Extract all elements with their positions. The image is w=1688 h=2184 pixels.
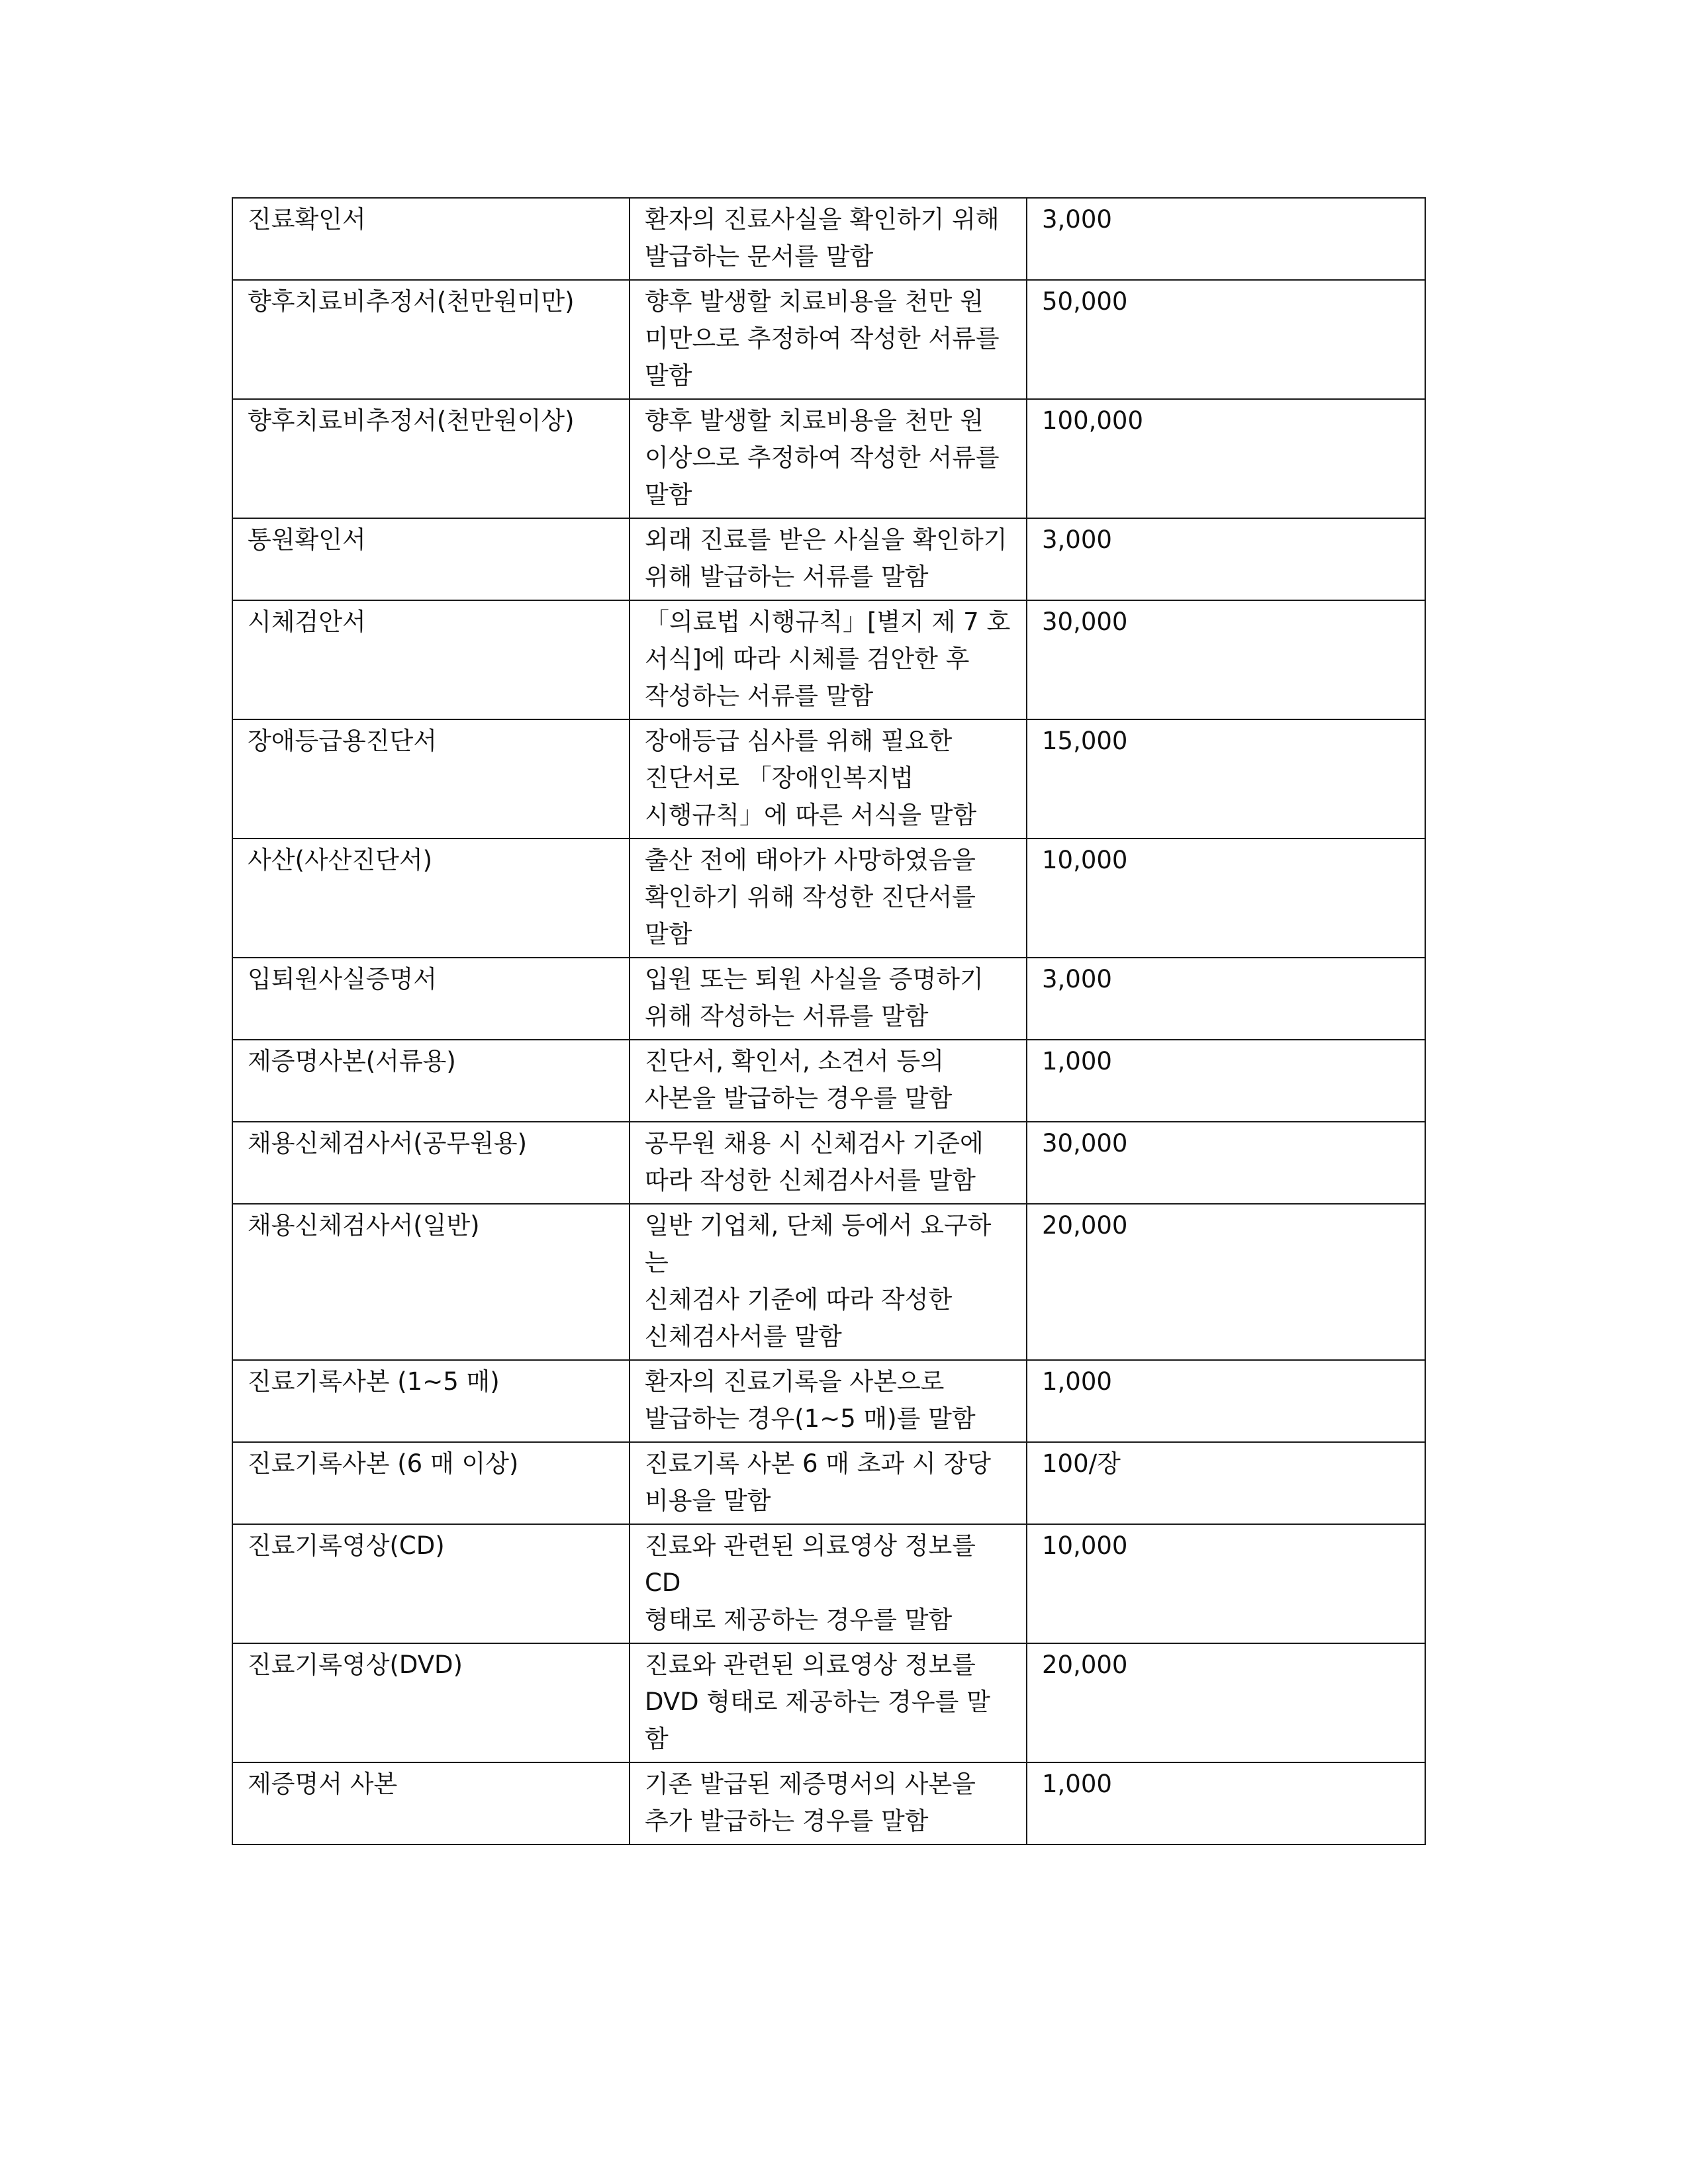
document-name: 사산(사산진단서): [248, 846, 433, 874]
description-cell: [630, 280, 1027, 399]
document-name: 진료기록사본 (1~5 매): [248, 1367, 500, 1396]
description-cell: [630, 399, 1027, 518]
document-name-cell: [232, 280, 630, 399]
table-row: [232, 280, 1425, 399]
description-cell: [630, 719, 1027, 839]
table-row: [232, 1762, 1425, 1844]
table-row: [232, 1122, 1425, 1204]
document-description: 향후 발생할 치료비용을 천만 원 이상으로 추정하여 작성한 서류를 말함: [645, 406, 1000, 509]
document-description: 진료기록 사본 6 매 초과 시 장당 비용을 말함: [645, 1449, 992, 1515]
document-fee: 30,000: [1042, 608, 1128, 636]
document-name-cell: [232, 1122, 630, 1204]
document-name: 향후치료비추정서(천만원미만): [248, 287, 575, 316]
document-name: 제증명사본(서류용): [248, 1047, 456, 1075]
document-fee: 30,000: [1042, 1129, 1128, 1158]
document-fee: 20,000: [1042, 1211, 1128, 1240]
document-description: 환자의 진료기록을 사본으로 발급하는 경우(1~5 매)를 말함: [645, 1367, 976, 1433]
document-description: 향후 발생할 치료비용을 천만 원 미만으로 추정하여 작성한 서류를 말함: [645, 287, 1000, 390]
document-fee: 1,000: [1042, 1770, 1112, 1798]
document-description: 환자의 진료사실을 확인하기 위해 발급하는 문서를 말함: [645, 205, 1000, 271]
document-name-cell: [232, 1442, 630, 1524]
document-name-cell: [232, 1643, 630, 1762]
document-description: 진료와 관련된 의료영상 정보를 CD 형태로 제공하는 경우를 말함: [645, 1531, 976, 1634]
document-fee: 10,000: [1042, 846, 1128, 874]
fee-cell: [1027, 1122, 1425, 1204]
table-row: [232, 1040, 1425, 1122]
table-row: [232, 1442, 1425, 1524]
document-name: 진료기록사본 (6 매 이상): [248, 1449, 519, 1478]
document-description: 외래 진료를 받은 사실을 확인하기 위해 발급하는 서류를 말함: [645, 525, 1008, 591]
document-name-cell: [232, 1204, 630, 1360]
document-name-cell: [232, 1524, 630, 1643]
table-row: [232, 1524, 1425, 1643]
description-cell: [630, 518, 1027, 600]
document-name: 진료기록영상(DVD): [248, 1651, 463, 1679]
document-name: 향후치료비추정서(천만원이상): [248, 406, 575, 435]
fee-cell: [1027, 1643, 1425, 1762]
document-name: 진료기록영상(CD): [248, 1531, 445, 1560]
description-cell: [630, 1204, 1027, 1360]
table-row: [232, 198, 1425, 280]
description-cell: [630, 600, 1027, 719]
fee-cell: [1027, 1442, 1425, 1524]
document-description: 진료와 관련된 의료영상 정보를 DVD 형태로 제공하는 경우를 말함: [645, 1651, 990, 1753]
document-description: 일반 기업체, 단체 등에서 요구하는 신체검사 기준에 따라 작성한 신체검사서를 말함: [645, 1211, 992, 1351]
fee-cell: [1027, 198, 1425, 280]
document-name-cell: [232, 518, 630, 600]
document-name-cell: [232, 958, 630, 1040]
document-fee: 3,000: [1042, 965, 1112, 993]
table-row: [232, 600, 1425, 719]
document-fee: 3,000: [1042, 205, 1112, 234]
description-cell: [630, 1643, 1027, 1762]
document-description: 진단서, 확인서, 소견서 등의 사본을 발급하는 경우를 말함: [645, 1047, 953, 1113]
document-fee: 100,000: [1042, 406, 1144, 435]
document-name-cell: [232, 719, 630, 839]
table-row: [232, 1204, 1425, 1360]
description-cell: [630, 1442, 1027, 1524]
document-name: 장애등급용진단서: [248, 727, 437, 755]
table-row: [232, 719, 1425, 839]
fee-cell: [1027, 1204, 1425, 1360]
document-name: 통원확인서: [248, 525, 366, 554]
description-cell: [630, 1360, 1027, 1442]
document-fee: 50,000: [1042, 287, 1128, 316]
table-row: [232, 399, 1425, 518]
document-fee: 3,000: [1042, 525, 1112, 554]
fee-cell: [1027, 280, 1425, 399]
description-cell: [630, 1122, 1027, 1204]
fee-cell: [1027, 399, 1425, 518]
description-cell: [630, 1524, 1027, 1643]
document-fee: 100/장: [1042, 1449, 1121, 1478]
description-cell: [630, 958, 1027, 1040]
description-cell: [630, 1040, 1027, 1122]
document-name: 채용신체검사서(공무원용): [248, 1129, 528, 1158]
fee-cell: [1027, 1762, 1425, 1844]
fee-cell: [1027, 1040, 1425, 1122]
document-name-cell: [232, 839, 630, 958]
document-description: 「의료법 시행규칙」[별지 제 7 호 서식]에 따라 시체를 검안한 후 작성하는 서류를 말함: [645, 608, 1011, 710]
description-cell: [630, 1762, 1027, 1844]
document-description: 출산 전에 태아가 사망하였음을 확인하기 위해 작성한 진단서를 말함: [645, 846, 976, 948]
document-name: 입퇴원사실증명서: [248, 965, 437, 993]
table-row: [232, 839, 1425, 958]
document-name-cell: [232, 1762, 630, 1844]
description-cell: [630, 839, 1027, 958]
document-name-cell: [232, 1040, 630, 1122]
fee-cell: [1027, 719, 1425, 839]
document-fee: 15,000: [1042, 727, 1128, 755]
table-row: [232, 1643, 1425, 1762]
table-row: [232, 1360, 1425, 1442]
document-name-cell: [232, 1360, 630, 1442]
document-description: 공무원 채용 시 신체검사 기준에 따라 작성한 신체검사서를 말함: [645, 1129, 984, 1195]
fee-cell: [1027, 958, 1425, 1040]
table-row: [232, 958, 1425, 1040]
document-fee: 20,000: [1042, 1651, 1128, 1679]
document-fee: 10,000: [1042, 1531, 1128, 1560]
description-cell: [630, 198, 1027, 280]
document-name: 진료확인서: [248, 205, 366, 234]
document-name-cell: [232, 399, 630, 518]
fee-cell: [1027, 600, 1425, 719]
fee-table: [232, 197, 1426, 1845]
document-name-cell: [232, 198, 630, 280]
fee-cell: [1027, 839, 1425, 958]
fee-cell: [1027, 518, 1425, 600]
document-description: 입원 또는 퇴원 사실을 증명하기 위해 작성하는 서류를 말함: [645, 965, 984, 1030]
document-fee: 1,000: [1042, 1367, 1112, 1396]
document-description: 장애등급 심사를 위해 필요한 진단서로 「장애인복지법 시행규칙」에 따른 서식을 말함: [645, 727, 977, 829]
document-name: 채용신체검사서(일반): [248, 1211, 480, 1240]
fee-cell: [1027, 1360, 1425, 1442]
document-fee: 1,000: [1042, 1047, 1112, 1075]
document-description: 기존 발급된 제증명서의 사본을 추가 발급하는 경우를 말함: [645, 1770, 976, 1835]
document-name-cell: [232, 600, 630, 719]
table-row: [232, 518, 1425, 600]
fee-cell: [1027, 1524, 1425, 1643]
document-name: 시체검안서: [248, 608, 366, 636]
document-name: 제증명서 사본: [248, 1770, 398, 1798]
